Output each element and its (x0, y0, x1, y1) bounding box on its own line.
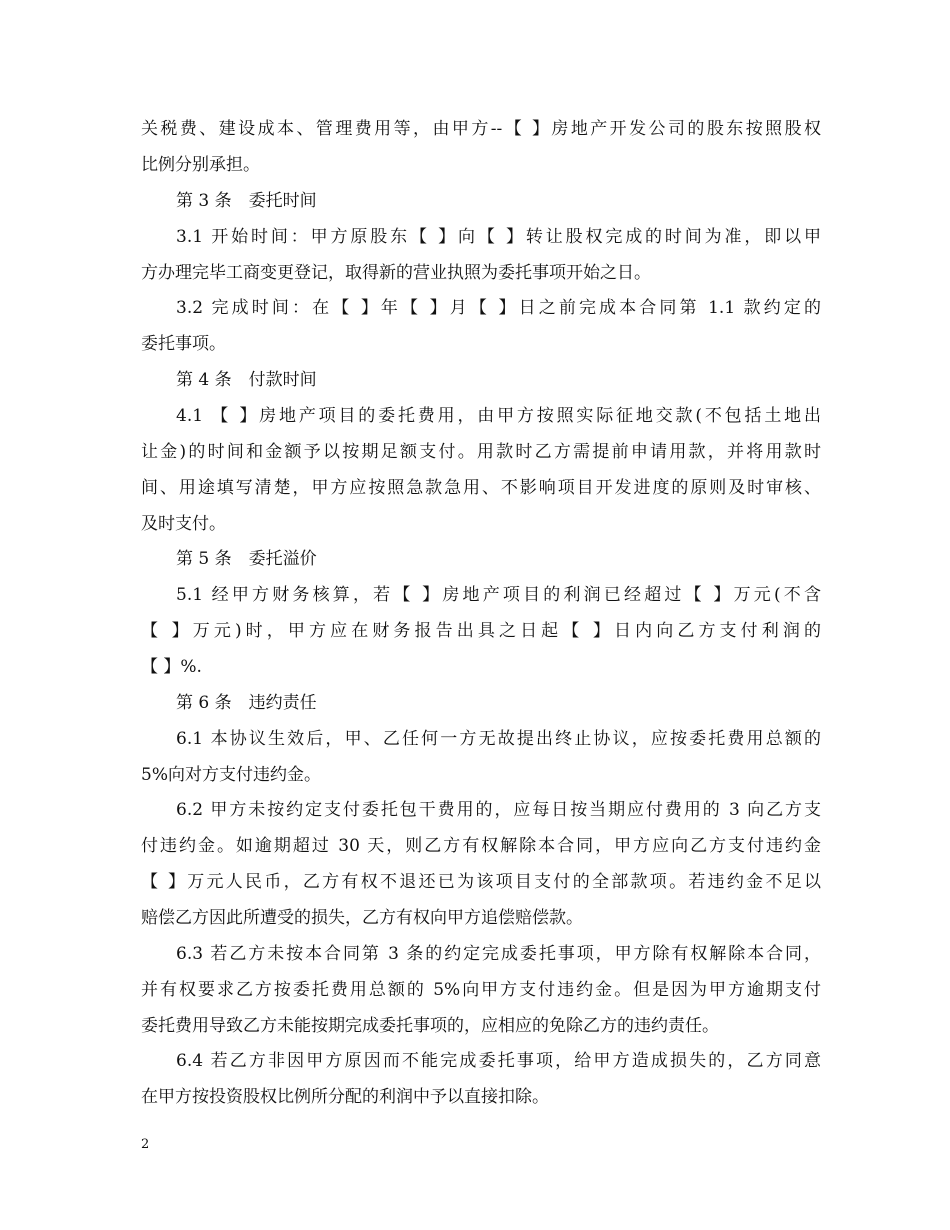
paragraph-line: 委托事项。 (141, 334, 226, 354)
paragraph-line: 比例分别承担。 (141, 155, 260, 175)
paragraph-line: 【 】万元人民币，乙方有权不退还已为该项目支付的全部款项。若违约金不足以 (141, 872, 821, 892)
paragraph-line: 6.3 若乙方未按本合同第 3 条的约定完成委托事项，甲方除有权解除本合同， (176, 944, 821, 964)
paragraph-line: 在甲方按投资股权比例所分配的利润中予以直接扣除。 (141, 1087, 549, 1107)
page-number: 2 (141, 1137, 150, 1152)
paragraph-line: 6.1 本协议生效后，甲、乙任何一方无故提出终止协议，应按委托费用总额的 (176, 729, 821, 749)
section-heading: 第 4 条 付款时间 (176, 370, 317, 390)
paragraph-line: 【 】万元)时，甲方应在财务报告出具之日起【 】日内向乙方支付利润的 (141, 621, 821, 641)
section-heading: 第 5 条 委托溢价 (176, 549, 317, 569)
section-heading: 第 3 条 委托时间 (176, 191, 317, 211)
paragraph-line: 3.1 开始时间：甲方原股东【 】向【 】转让股权完成的时间为准，即以甲 (176, 227, 821, 247)
paragraph-line: 让金)的时间和金额予以按期足额支付。用款时乙方需提前申请用款，并将用款时 (141, 442, 821, 462)
paragraph-line: 6.4 若乙方非因甲方原因而不能完成委托事项，给甲方造成损失的，乙方同意 (176, 1051, 821, 1071)
paragraph-line: 方办理完毕工商变更登记，取得新的营业执照为委托事项开始之日。 (141, 263, 651, 283)
paragraph-line: 委托费用导致乙方未能按期完成委托事项的，应相应的免除乙方的违约责任。 (141, 1016, 719, 1036)
paragraph-line: 5%向对方支付违约金。 (141, 765, 321, 785)
paragraph-line: 付违约金。如逾期超过 30 天，则乙方有权解除本合同，甲方应向乙方支付违约金 (141, 836, 821, 856)
paragraph-line: 3.2 完成时间：在【 】年【 】月【 】日之前完成本合同第 1.1 款约定的 (176, 298, 821, 318)
paragraph-line: 及时支付。 (141, 514, 226, 534)
paragraph-line: 并有权要求乙方按委托费用总额的 5%向甲方支付违约金。但是因为甲方逾期支付 (141, 980, 821, 1000)
paragraph-line: 间、用途填写清楚，甲方应按照急款急用、不影响项目开发进度的原则及时审核、 (141, 478, 821, 498)
paragraph-line: 4.1 【 】房地产项目的委托费用，由甲方按照实际征地交款(不包括土地出 (176, 406, 821, 426)
paragraph-line: 赔偿乙方因此所遭受的损失，乙方有权向甲方追偿赔偿款。 (141, 908, 583, 928)
section-heading: 第 6 条 违约责任 (176, 693, 317, 713)
paragraph-line: 5.1 经甲方财务核算，若【 】房地产项目的利润已经超过【 】万元(不含 (176, 585, 821, 605)
paragraph-line: 【 】%. (141, 657, 202, 677)
paragraph-line: 关税费、建设成本、管理费用等，由甲方--【 】房地产开发公司的股东按照股权 (141, 119, 821, 139)
paragraph-line: 6.2 甲方未按约定支付委托包干费用的，应每日按当期应付费用的 3 向乙方支 (176, 800, 821, 820)
